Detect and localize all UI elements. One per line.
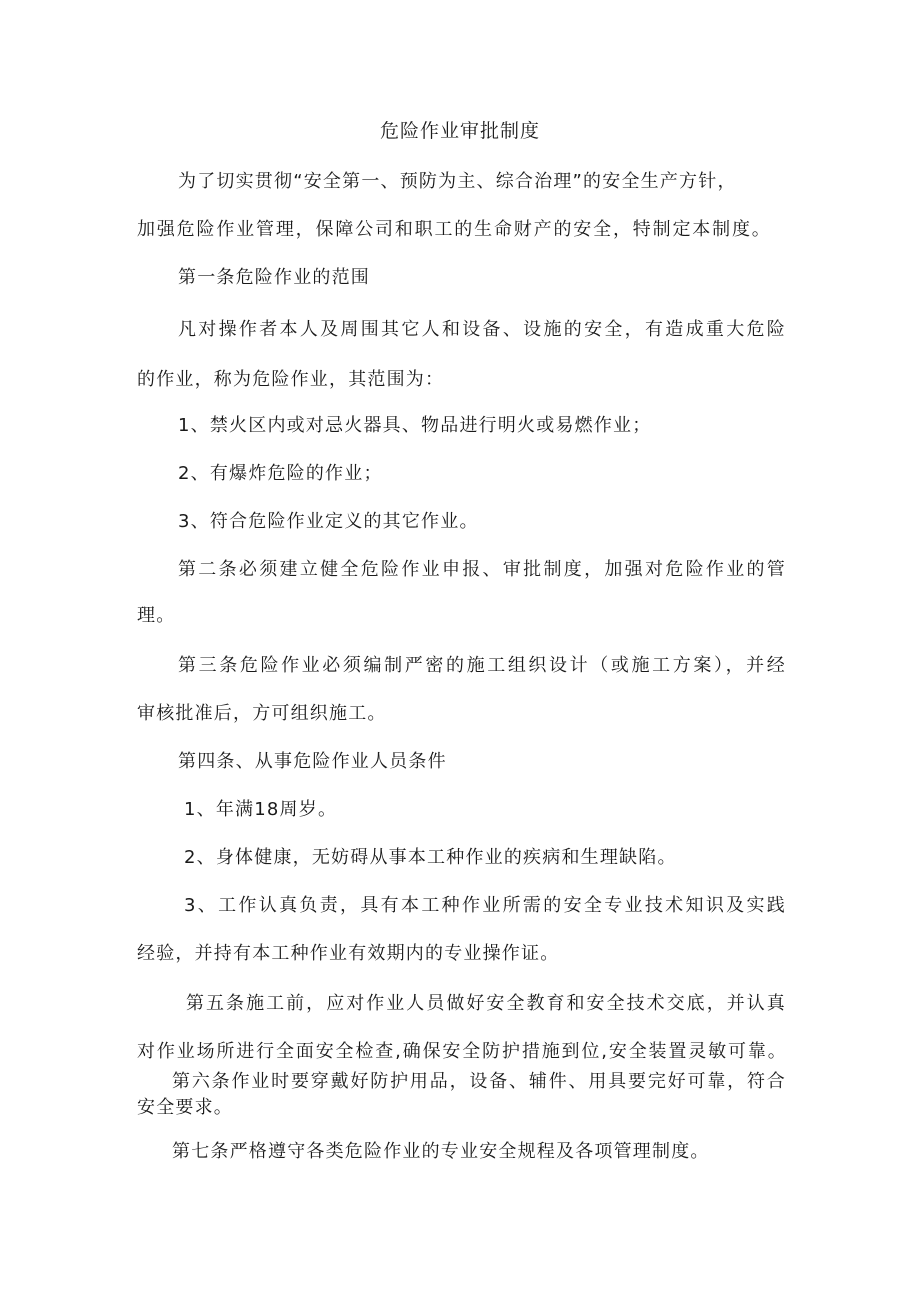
article-1-item-2: 2、有爆炸危险的作业； — [178, 463, 383, 484]
article-3-line-2: 审核批准后，方可组织施工。 — [137, 703, 387, 724]
article-1-item-3: 3、符合危险作业定义的其它作业。 — [178, 511, 479, 532]
paragraph-intro-line-1: 为了切实贯彻“安全第一、预防为主、综合治理”的安全生产方针， — [178, 171, 737, 192]
article-5-line-1: 第五条施工前，应对作业人员做好安全教育和安全技术交底，并认真 — [186, 993, 786, 1014]
article-6-line-2: 安全要求。 — [137, 1097, 233, 1118]
article-4-item-1: 1、年满18周岁。 — [184, 799, 338, 820]
article-5-line-2: 对作业场所进行全面安全检查,确保安全防护措施到位,安全装置灵敏可靠。 — [137, 1041, 786, 1062]
article-7-line: 第七条严格遵守各类危险作业的专业安全规程及各项管理制度。 — [172, 1141, 710, 1162]
article-1-heading: 第一条危险作业的范围 — [178, 267, 370, 288]
article-1-text-line-1: 凡对操作者本人及周围其它人和设备、设施的安全，有造成重大危险 — [178, 319, 786, 340]
article-2-line-2: 理。 — [137, 605, 176, 626]
article-4-item-3-line-1: 3、工作认真负责，具有本工种作业所需的安全专业技术知识及实践 — [184, 895, 786, 916]
article-1-item-1: 1、禁火区内或对忌火器具、物品进行明火或易燃作业； — [178, 415, 652, 436]
article-4-item-2: 2、身体健康，无妨碍从事本工种作业的疾病和生理缺陷。 — [184, 847, 677, 868]
article-6-line-1: 第六条作业时要穿戴好防护用品，设备、辅件、用具要完好可靠，符合 — [172, 1071, 786, 1092]
article-1-text-line-2: 的作业，称为危险作业，其范围为： — [137, 369, 445, 390]
article-2-line-1: 第二条必须建立健全危险作业申报、审批制度，加强对危险作业的管 — [178, 559, 786, 580]
article-4-item-3-line-2: 经验，并持有本工种作业有效期内的专业操作证。 — [137, 943, 560, 964]
document-title: 危险作业审批制度 — [379, 120, 540, 142]
paragraph-intro-line-2: 加强危险作业管理，保障公司和职工的生命财产的安全，特制定本制度。 — [137, 219, 771, 240]
article-3-line-1: 第三条危险作业必须编制严密的施工组织设计（或施工方案），并经 — [178, 655, 786, 676]
article-4-heading: 第四条、从事危险作业人员条件 — [178, 751, 447, 772]
